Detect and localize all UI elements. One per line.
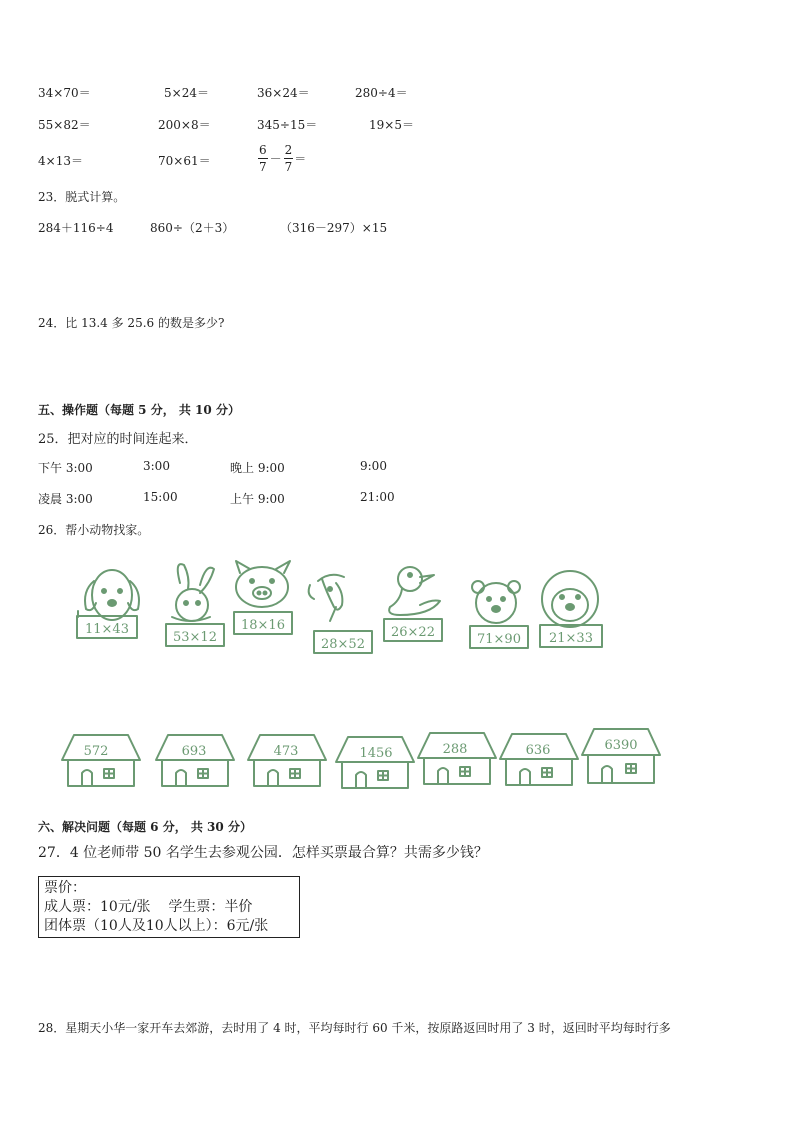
question-24: 24．比 13.4 多 25.6 的数是多少? bbox=[38, 316, 225, 330]
question-23-title: 23．脱式计算。 bbox=[38, 190, 126, 204]
dog-icon bbox=[77, 570, 139, 638]
animal-house-illustration bbox=[0, 555, 794, 805]
house-label: 636 bbox=[525, 743, 551, 758]
duck-icon bbox=[384, 567, 442, 641]
house-icon bbox=[62, 735, 140, 786]
time-item: 15:00 bbox=[143, 490, 178, 504]
time-item: 下午 3:00 bbox=[38, 461, 93, 475]
fraction-b-denominator: 7 bbox=[284, 159, 293, 174]
rabbit-icon bbox=[166, 564, 224, 646]
fraction-b-numerator: 2 bbox=[284, 142, 293, 157]
question-27: 27．4 位老师带 50 名学生去参观公园．怎样买票最合算？共需多少钱？ bbox=[38, 845, 488, 861]
fraction-a-denominator: 7 bbox=[259, 159, 267, 174]
section-6-title: 六、解决问题（每题 6 分， 共 30 分） bbox=[38, 820, 252, 834]
calc-item: 200×8＝ bbox=[158, 118, 211, 132]
house-icon bbox=[156, 735, 234, 786]
calc-item: 70×61＝ bbox=[158, 154, 211, 168]
calc-item: 55×82＝ bbox=[38, 118, 91, 132]
animal-label: 11×43 bbox=[85, 622, 129, 637]
house-icon bbox=[418, 733, 496, 784]
question-26-title: 26．帮小动物找家。 bbox=[38, 523, 150, 537]
time-item: 21:00 bbox=[360, 490, 395, 504]
house-label: 572 bbox=[83, 744, 109, 759]
house-icon bbox=[248, 735, 326, 786]
time-item: 9:00 bbox=[360, 459, 387, 473]
animal-label: 53×12 bbox=[173, 630, 217, 645]
monkey-icon bbox=[540, 571, 602, 647]
section-5-title: 五、操作题（每题 5 分， 共 10 分） bbox=[38, 403, 240, 417]
animal-label: 28×52 bbox=[321, 637, 365, 652]
animal-label: 18×16 bbox=[241, 618, 285, 633]
calc-item: 19×5＝ bbox=[369, 118, 414, 132]
minus-sign: － bbox=[269, 151, 282, 166]
fraction-expression bbox=[258, 140, 306, 176]
calc-item: 4×13＝ bbox=[38, 154, 83, 168]
house-label: 1456 bbox=[359, 746, 393, 761]
ticket-price-box bbox=[38, 876, 300, 938]
calc-item: 36×24＝ bbox=[257, 86, 310, 100]
calc-item: 5×24＝ bbox=[164, 86, 209, 100]
question-25-title: 25．把对应的时间连起来． bbox=[38, 432, 198, 447]
calc-item: 345÷15＝ bbox=[257, 118, 318, 132]
time-item: 上午 9:00 bbox=[230, 492, 285, 506]
fraction-a bbox=[258, 142, 268, 175]
house-icon bbox=[500, 734, 578, 785]
house-label: 693 bbox=[181, 744, 207, 759]
time-item: 晚上 9:00 bbox=[230, 461, 285, 475]
house-label: 473 bbox=[273, 744, 299, 759]
price-group: 团体票（10人及10人以上）：6元/张 bbox=[44, 918, 269, 934]
time-item: 3:00 bbox=[143, 459, 170, 473]
fraction-b bbox=[284, 142, 294, 175]
house-label: 6390 bbox=[604, 738, 638, 753]
calc-item: 280÷4＝ bbox=[355, 86, 408, 100]
pig-icon bbox=[234, 561, 292, 634]
bear-icon bbox=[470, 581, 528, 648]
q23-item: （316－297）×15 bbox=[280, 221, 388, 235]
house-icon bbox=[336, 737, 414, 788]
q23-item: 860÷（2＋3） bbox=[150, 221, 235, 235]
price-heading: 票价： bbox=[44, 880, 86, 896]
animal-label: 26×22 bbox=[391, 625, 435, 640]
time-item: 凌晨 3:00 bbox=[38, 492, 93, 506]
animal-label: 71×90 bbox=[477, 632, 521, 647]
question-28: 28．星期天小华一家开车去郊游，去时用了 4 时，平均每时行 60 千米，按原路返回时用了 3 时，返回时平均每时行多 bbox=[38, 1021, 671, 1035]
house-label: 288 bbox=[442, 742, 468, 757]
price-adult-student: 成人票：10元/张 学生票：半价 bbox=[44, 899, 253, 915]
house-icon bbox=[582, 729, 660, 783]
equals-sign: ＝ bbox=[294, 151, 307, 166]
q23-item: 284＋116÷4 bbox=[38, 221, 114, 235]
goat-icon bbox=[309, 575, 372, 653]
fraction-a-numerator: 6 bbox=[259, 142, 267, 157]
animal-label: 21×33 bbox=[549, 631, 593, 646]
calc-item: 34×70＝ bbox=[38, 86, 91, 100]
